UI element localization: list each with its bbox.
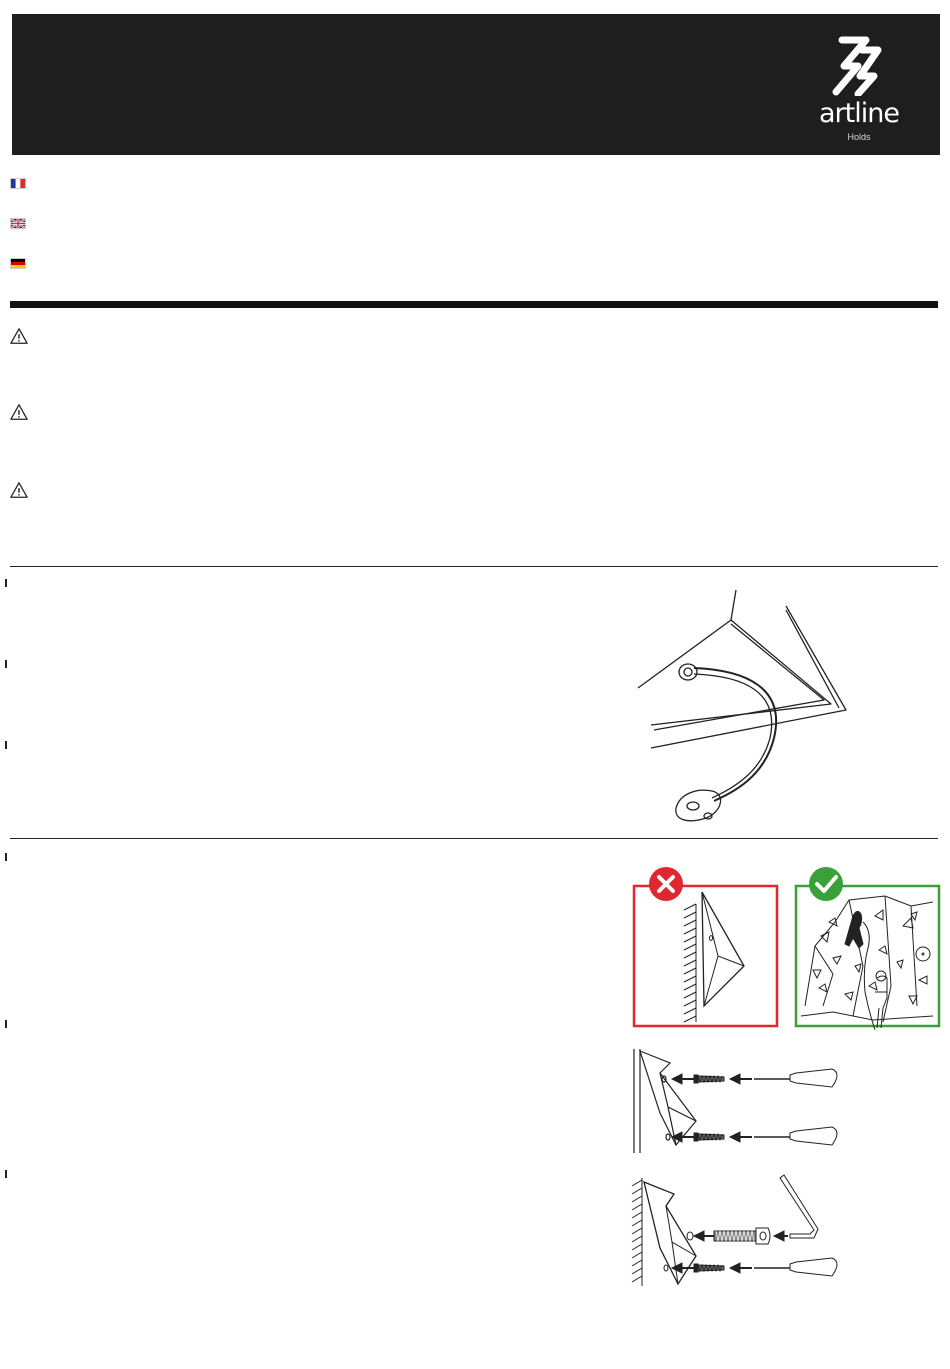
paragraph-marker <box>5 1170 7 1178</box>
paragraph-marker <box>5 579 7 587</box>
section-divider <box>10 838 938 839</box>
flag-france-icon <box>10 178 26 189</box>
paragraph-marker <box>5 660 7 668</box>
brand-name: artline <box>819 98 899 129</box>
paragraph-marker <box>5 853 7 861</box>
warning-triangle-icon <box>10 327 28 345</box>
safety-cable-illustration <box>636 588 848 824</box>
wrong-mounting-illustration <box>632 866 780 1030</box>
warning-triangle-icon <box>10 403 28 421</box>
bolt-mounting-illustration <box>630 1172 842 1294</box>
section-divider <box>10 566 938 567</box>
correct-climbing-wall-illustration <box>793 866 941 1030</box>
section-divider-thick <box>10 301 938 308</box>
warning-triangle-icon <box>10 481 28 499</box>
flag-uk-icon <box>10 218 26 229</box>
screw-mounting-illustration <box>630 1045 842 1157</box>
logo-mark-icon <box>804 36 914 96</box>
artline-logo <box>804 36 914 146</box>
paragraph-marker <box>5 741 7 749</box>
paragraph-marker <box>5 1020 7 1028</box>
brand-sub: Holds <box>847 132 871 142</box>
flag-germany-icon <box>10 258 26 269</box>
header-banner <box>12 14 940 155</box>
